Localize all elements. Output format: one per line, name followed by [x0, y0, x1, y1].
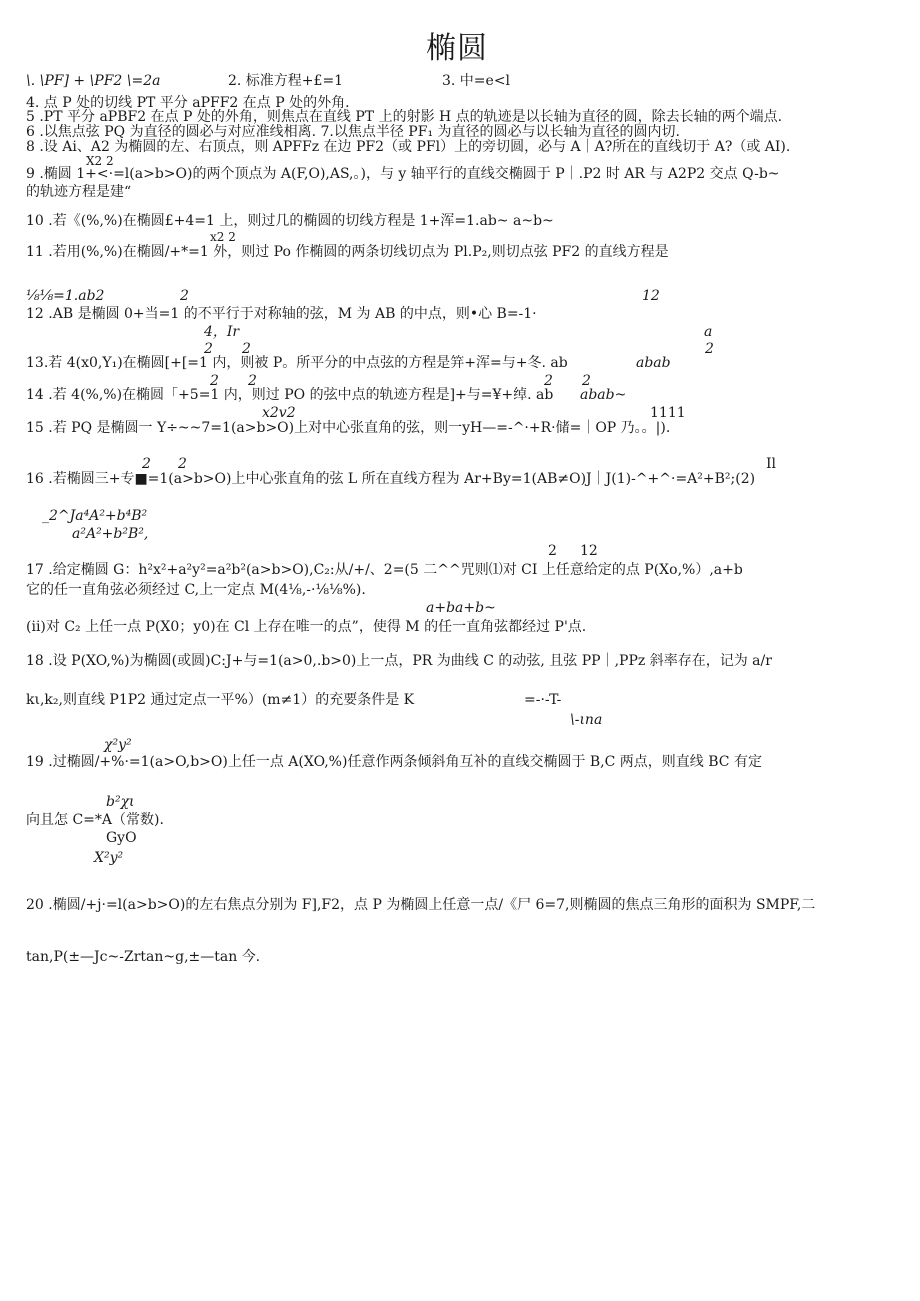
item-12-subscript-a: 4，Ir: [204, 324, 240, 340]
item-15-superscript: x2v2: [262, 405, 296, 421]
item-12-subscript-b: a: [704, 324, 713, 340]
item-16: 16 .若椭圆三+专■=1(a>b>O)上中心张直角的弦 L 所在直线方程为 Ar+By=1(AB≠O)J｜J(1)-^+^·=A²+B²;(2): [26, 471, 756, 487]
item-2: 2. 标准方程+£=1: [228, 73, 344, 89]
item-18-fraction-top: =-·-T-: [524, 692, 562, 708]
item-17-superscript-a: 2: [548, 543, 557, 559]
item-17-continued: 它的任一直角弦必须经过 C,上一定点 M(4⅛,-·⅛⅛%).: [26, 582, 366, 598]
item-15: 15 .若 PQ 是椭圆一 Y÷~~7=1(a>b>O)上对中心张直角的弦，则一yH—=-^·+R·储=｜OP 乃。。|).: [26, 420, 671, 436]
item-14-superscript-c: 2: [544, 373, 553, 389]
item-3: 3. 中=e<l: [442, 73, 511, 89]
item-13-superscript-b: 2: [242, 341, 251, 357]
item-9-superscript: X2 2: [86, 154, 114, 168]
item-11-superscript: x2 2: [210, 230, 236, 244]
item-12-superscript-b: 12: [642, 288, 660, 304]
item-15-superscript-b: 1111: [650, 405, 686, 421]
item-13-superscript-a: 2: [204, 341, 213, 357]
item-11: 11 .若用(%,%)在椭圆/+*=1 外，则过 Po 作椭圆的两条切线切点为 Pl.P₂,则切点弦 PF2 的直线方程是: [26, 244, 669, 260]
item-14-superscript-d: 2: [582, 373, 591, 389]
item-20-continued: tan,P(±—Jc~-Zrtan~g,±—tan 今.: [26, 949, 261, 965]
item-16-numerator: _2^Ja⁴A²+b⁴B²: [42, 508, 148, 524]
item-19: 19 .过椭圆/+%·=1(a>O,b>O)上任一点 A(XO,%)任意作两条倾斜角互补的直线交椭圆于 B,C 两点，则直线 BC 有定: [26, 754, 762, 770]
item-19-denominator: GyO: [106, 830, 137, 846]
item-16-superscript-a: 2: [142, 456, 151, 472]
item-19-continued: 向且怎 C=*A（常数).: [26, 812, 164, 828]
item-18-continued: kι,k₂,则直线 P1P2 通过定点一平%）(m≠1）的充要条件是 K: [26, 692, 415, 708]
item-14-superscript-b: 2: [248, 373, 257, 389]
item-13-denominators: abab: [636, 355, 671, 371]
item-14: 14 .若 4(%,%)在椭圆「+5=1 内，则过 PO 的弦中点的轨迹方程是]+与=¥+绰. ab: [26, 387, 554, 403]
item-11-result: ⅛⅛=1.ab2: [26, 288, 105, 304]
item-12-superscript-a: 2: [180, 288, 189, 304]
item-18: 18 .设 P(XO,%)为椭圆(或圆)C:J+与=1(a>0,.b>0)上一点，PR 为曲线 C 的动弦, 且弦 PP｜,PPz 斜率存在，记为 a/r: [26, 653, 772, 669]
item-8: 8 .设 Ai、A2 为椭圆的左、右顶点，则 APFFz 在边 PF2（或 PFl）上的旁切圆，必与 A｜A?所在的直线切于 A?（或 AI).: [26, 139, 791, 155]
item-18-fraction-bottom: \-ιna: [570, 712, 603, 728]
item-5: 5 .PT 平分 aPBF2 在点 P 处的外角，则焦点在直线 PT 上的射影 H 点的轨迹是以长轴为直径的圆，除去长轴的两个端点.: [26, 109, 783, 125]
item-20: 20 .椭圆/+j·=l(a>b>O)的左右焦点分别为 F],F2，点 P 为椭圆上任意一点/《尸 6=7,则椭圆的焦点三角形的面积为 SMPF,二: [26, 897, 816, 913]
page-title: 椭圆: [426, 31, 488, 66]
item-20-superscript: X²y²: [94, 850, 124, 866]
item-14-superscript-a: 2: [210, 373, 219, 389]
item-13-superscript-c: 2: [705, 341, 714, 357]
item-14-denominators: abab~: [580, 387, 627, 403]
item-6-7: 6 .以焦点弦 PQ 为直径的圆必与对应准线相离. 7.以焦点半径 PF₁ 为直径的圆必与以长轴为直径的圆内切.: [26, 124, 680, 140]
item-17-denominators: a+ba+b~: [426, 600, 496, 616]
item-17-part-ii: (ii)对 C₂ 上任一点 P(X0；y0)在 Cl 上存在唯一的点”，使得 M 的任一直角弦都经过 P'点.: [26, 619, 587, 635]
item-9: 9 .椭圆 1+<·=l(a>b>O)的两个顶点为 A(F,O),AS,。)，与 y 轴平行的直线交椭圆于 P｜.P2 时 AR 与 A2P2 交点 Q-b~: [26, 166, 780, 182]
item-17-superscript-b: 12: [580, 543, 598, 559]
item-12: 12 .AB 是椭圆 0+当=1 的不平行于对称轴的弦，M 为 AB 的中点，则•心 B=-1·: [26, 306, 537, 322]
item-10: 10 .若《(%,%)在椭圆£+4=1 上，则过几的椭圆的切线方程是 1+浑=1.ab~ a~b~: [26, 213, 554, 229]
item-16-denominator: a²A²+b²B²,: [72, 526, 149, 542]
item-4: 4. 点 P 处的切线 PT 平分 aPFF2 在点 P 处的外角.: [26, 95, 350, 111]
item-16-superscript-c: Il: [766, 456, 777, 472]
item-16-superscript-b: 2: [178, 456, 187, 472]
item-13: 13.若 4(x0,Y₁)在椭圆[+[=1 内，则被 P。所平分的中点弦的方程是笄+浑=与+冬. ab: [26, 355, 568, 371]
item-19-superscript: χ²y²: [104, 737, 132, 753]
item-17: 17 .给定椭圆 G：h²x²+a²y²=a²b²(a>b>O),C₂:从/+/、2=(5 二^^咒则⑴对 CI 上任意给定的点 P(Xo,%）,a+b: [26, 562, 743, 578]
item-19-numerator: b²χι: [106, 794, 135, 810]
item-1: \. \PF] + \PF2 \=2a: [26, 73, 161, 89]
item-9-continued: 的轨迹方程是建“: [26, 184, 132, 200]
